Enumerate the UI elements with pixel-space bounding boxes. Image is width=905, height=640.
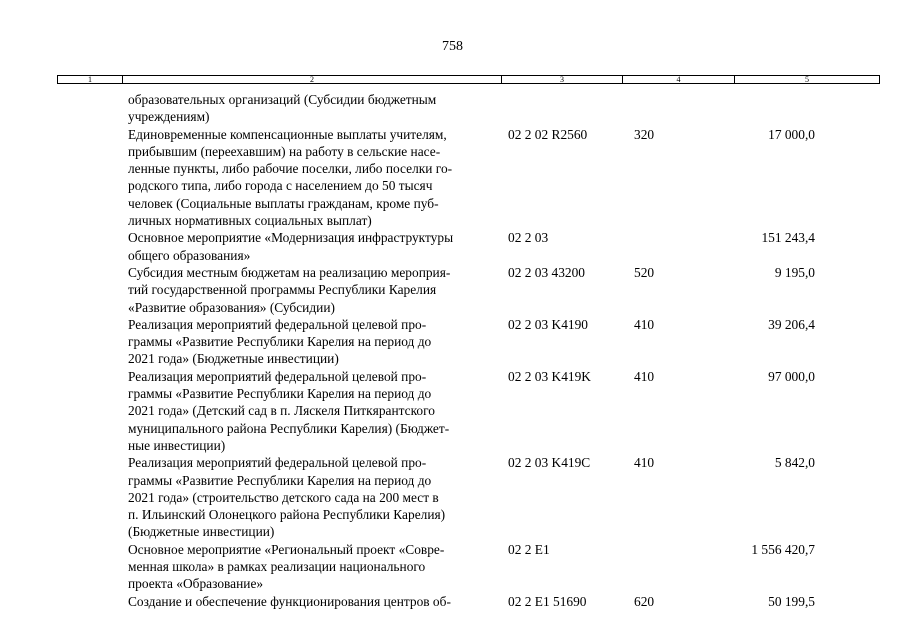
description-line: 2021 года» (Бюджетные инвестиции) <box>128 351 339 367</box>
row-code: 02 2 02 R2560 <box>508 126 588 142</box>
description-line: учреждениям) <box>128 109 210 125</box>
table-row <box>0 368 905 454</box>
row-code: 02 2 E1 <box>508 541 550 557</box>
row-expense-type: 410 <box>634 368 655 384</box>
table-row <box>0 316 905 368</box>
description-line: граммы «Развитие Республики Карелия на период до <box>128 334 432 350</box>
row-expense-type <box>634 91 694 126</box>
description-line: Единовременные компенсационные выплаты учителям, <box>128 126 447 142</box>
row-description <box>128 91 500 126</box>
header-col-4: 4 <box>623 76 735 83</box>
description-line: тий государственной программы Республики Карелия <box>128 282 437 298</box>
description-line: общего образования» <box>128 247 251 263</box>
page-number: 758 <box>442 39 463 54</box>
row-amount: 9 195,0 <box>774 264 815 280</box>
description-line: п. Ильинский Олонецкого района Республики Карелия) <box>128 507 446 523</box>
description-line: «Развитие образования» (Субсидии) <box>128 299 335 315</box>
row-amount: 5 842,0 <box>774 455 815 471</box>
row-amount <box>694 91 815 126</box>
description-line: родского типа, либо города с населением до 50 тысяч <box>128 178 433 194</box>
row-code <box>508 91 634 126</box>
row-description <box>128 126 500 230</box>
table-row <box>0 593 905 610</box>
description-line: граммы «Развитие Республики Карелия на период до <box>128 386 432 402</box>
row-description <box>128 454 500 540</box>
row-expense-type: 320 <box>634 126 655 142</box>
row-amount: 97 000,0 <box>768 368 815 384</box>
table-header <box>57 75 880 84</box>
table-row <box>0 541 905 593</box>
row-expense-type: 410 <box>634 316 655 332</box>
description-line: Создание и обеспечение функционирования центров об- <box>128 593 451 609</box>
header-col-3: 3 <box>502 76 623 83</box>
table-row <box>0 454 905 540</box>
description-line: муниципального района Республики Карелия) (Бюджет- <box>128 420 450 436</box>
row-code: 02 2 03 <box>508 230 549 246</box>
row-description <box>128 264 500 316</box>
header-col-2: 2 <box>123 76 502 83</box>
table-row <box>0 264 905 316</box>
row-expense-type: 620 <box>634 593 655 609</box>
description-line: Реализация мероприятий федеральной целевой про- <box>128 368 427 384</box>
row-expense-type: 520 <box>634 264 655 280</box>
row-code: 02 2 03 43200 <box>508 264 585 280</box>
table-body <box>0 91 905 610</box>
description-line: 2021 года» (Детский сад в п. Ляскеля Питкярантского <box>128 403 435 419</box>
description-line: Реализация мероприятий федеральной целевой про- <box>128 455 427 471</box>
row-amount: 50 199,5 <box>768 593 815 609</box>
description-line: проекта «Образование» <box>128 576 264 592</box>
row-expense-type: 410 <box>634 455 655 471</box>
row-description <box>128 316 500 368</box>
row-description <box>128 229 500 264</box>
description-line: ленные пункты, либо рабочие поселки, либо поселки го- <box>128 161 453 177</box>
row-code: 02 2 03 K419C <box>508 455 591 471</box>
row-amount: 17 000,0 <box>768 126 815 142</box>
table-row <box>0 91 905 126</box>
header-col-1: 1 <box>58 76 123 83</box>
row-amount: 1 556 420,7 <box>751 541 815 557</box>
description-line: ные инвестиции) <box>128 437 226 453</box>
description-line: образовательных организаций (Субсидии бюджетным <box>128 92 437 107</box>
row-code: 02 2 E1 51690 <box>508 593 587 609</box>
table-row <box>0 126 905 230</box>
row-amount: 151 243,4 <box>761 230 815 246</box>
row-expense-type <box>634 229 694 264</box>
description-line: менная школа» в рамках реализации национального <box>128 559 426 575</box>
description-line: 2021 года» (строительство детского сада на 200 мест в <box>128 489 439 505</box>
description-line: Реализация мероприятий федеральной целевой про- <box>128 316 427 332</box>
description-line: Основное мероприятие «Региональный проект «Совре- <box>128 541 445 557</box>
description-line: (Бюджетные инвестиции) <box>128 524 275 540</box>
description-line: личных нормативных социальных выплат) <box>128 213 372 229</box>
row-code: 02 2 03 K419K <box>508 368 591 384</box>
row-description <box>128 541 500 593</box>
description-line: Основное мероприятие «Модернизация инфраструктуры <box>128 230 454 246</box>
description-line: граммы «Развитие Республики Карелия на период до <box>128 472 432 488</box>
row-amount: 39 206,4 <box>768 316 815 332</box>
row-description <box>128 368 500 454</box>
row-code: 02 2 03 K4190 <box>508 316 588 332</box>
header-col-5: 5 <box>805 75 809 84</box>
description-line: человек (Социальные выплаты гражданам, кроме пуб- <box>128 195 439 211</box>
row-expense-type <box>634 541 694 593</box>
description-line: прибывшим (переехавшим) на работу в сельские насе- <box>128 143 441 159</box>
row-description <box>128 593 500 610</box>
table-row <box>0 229 905 264</box>
description-line: Субсидия местным бюджетам на реализацию мероприя- <box>128 264 451 280</box>
